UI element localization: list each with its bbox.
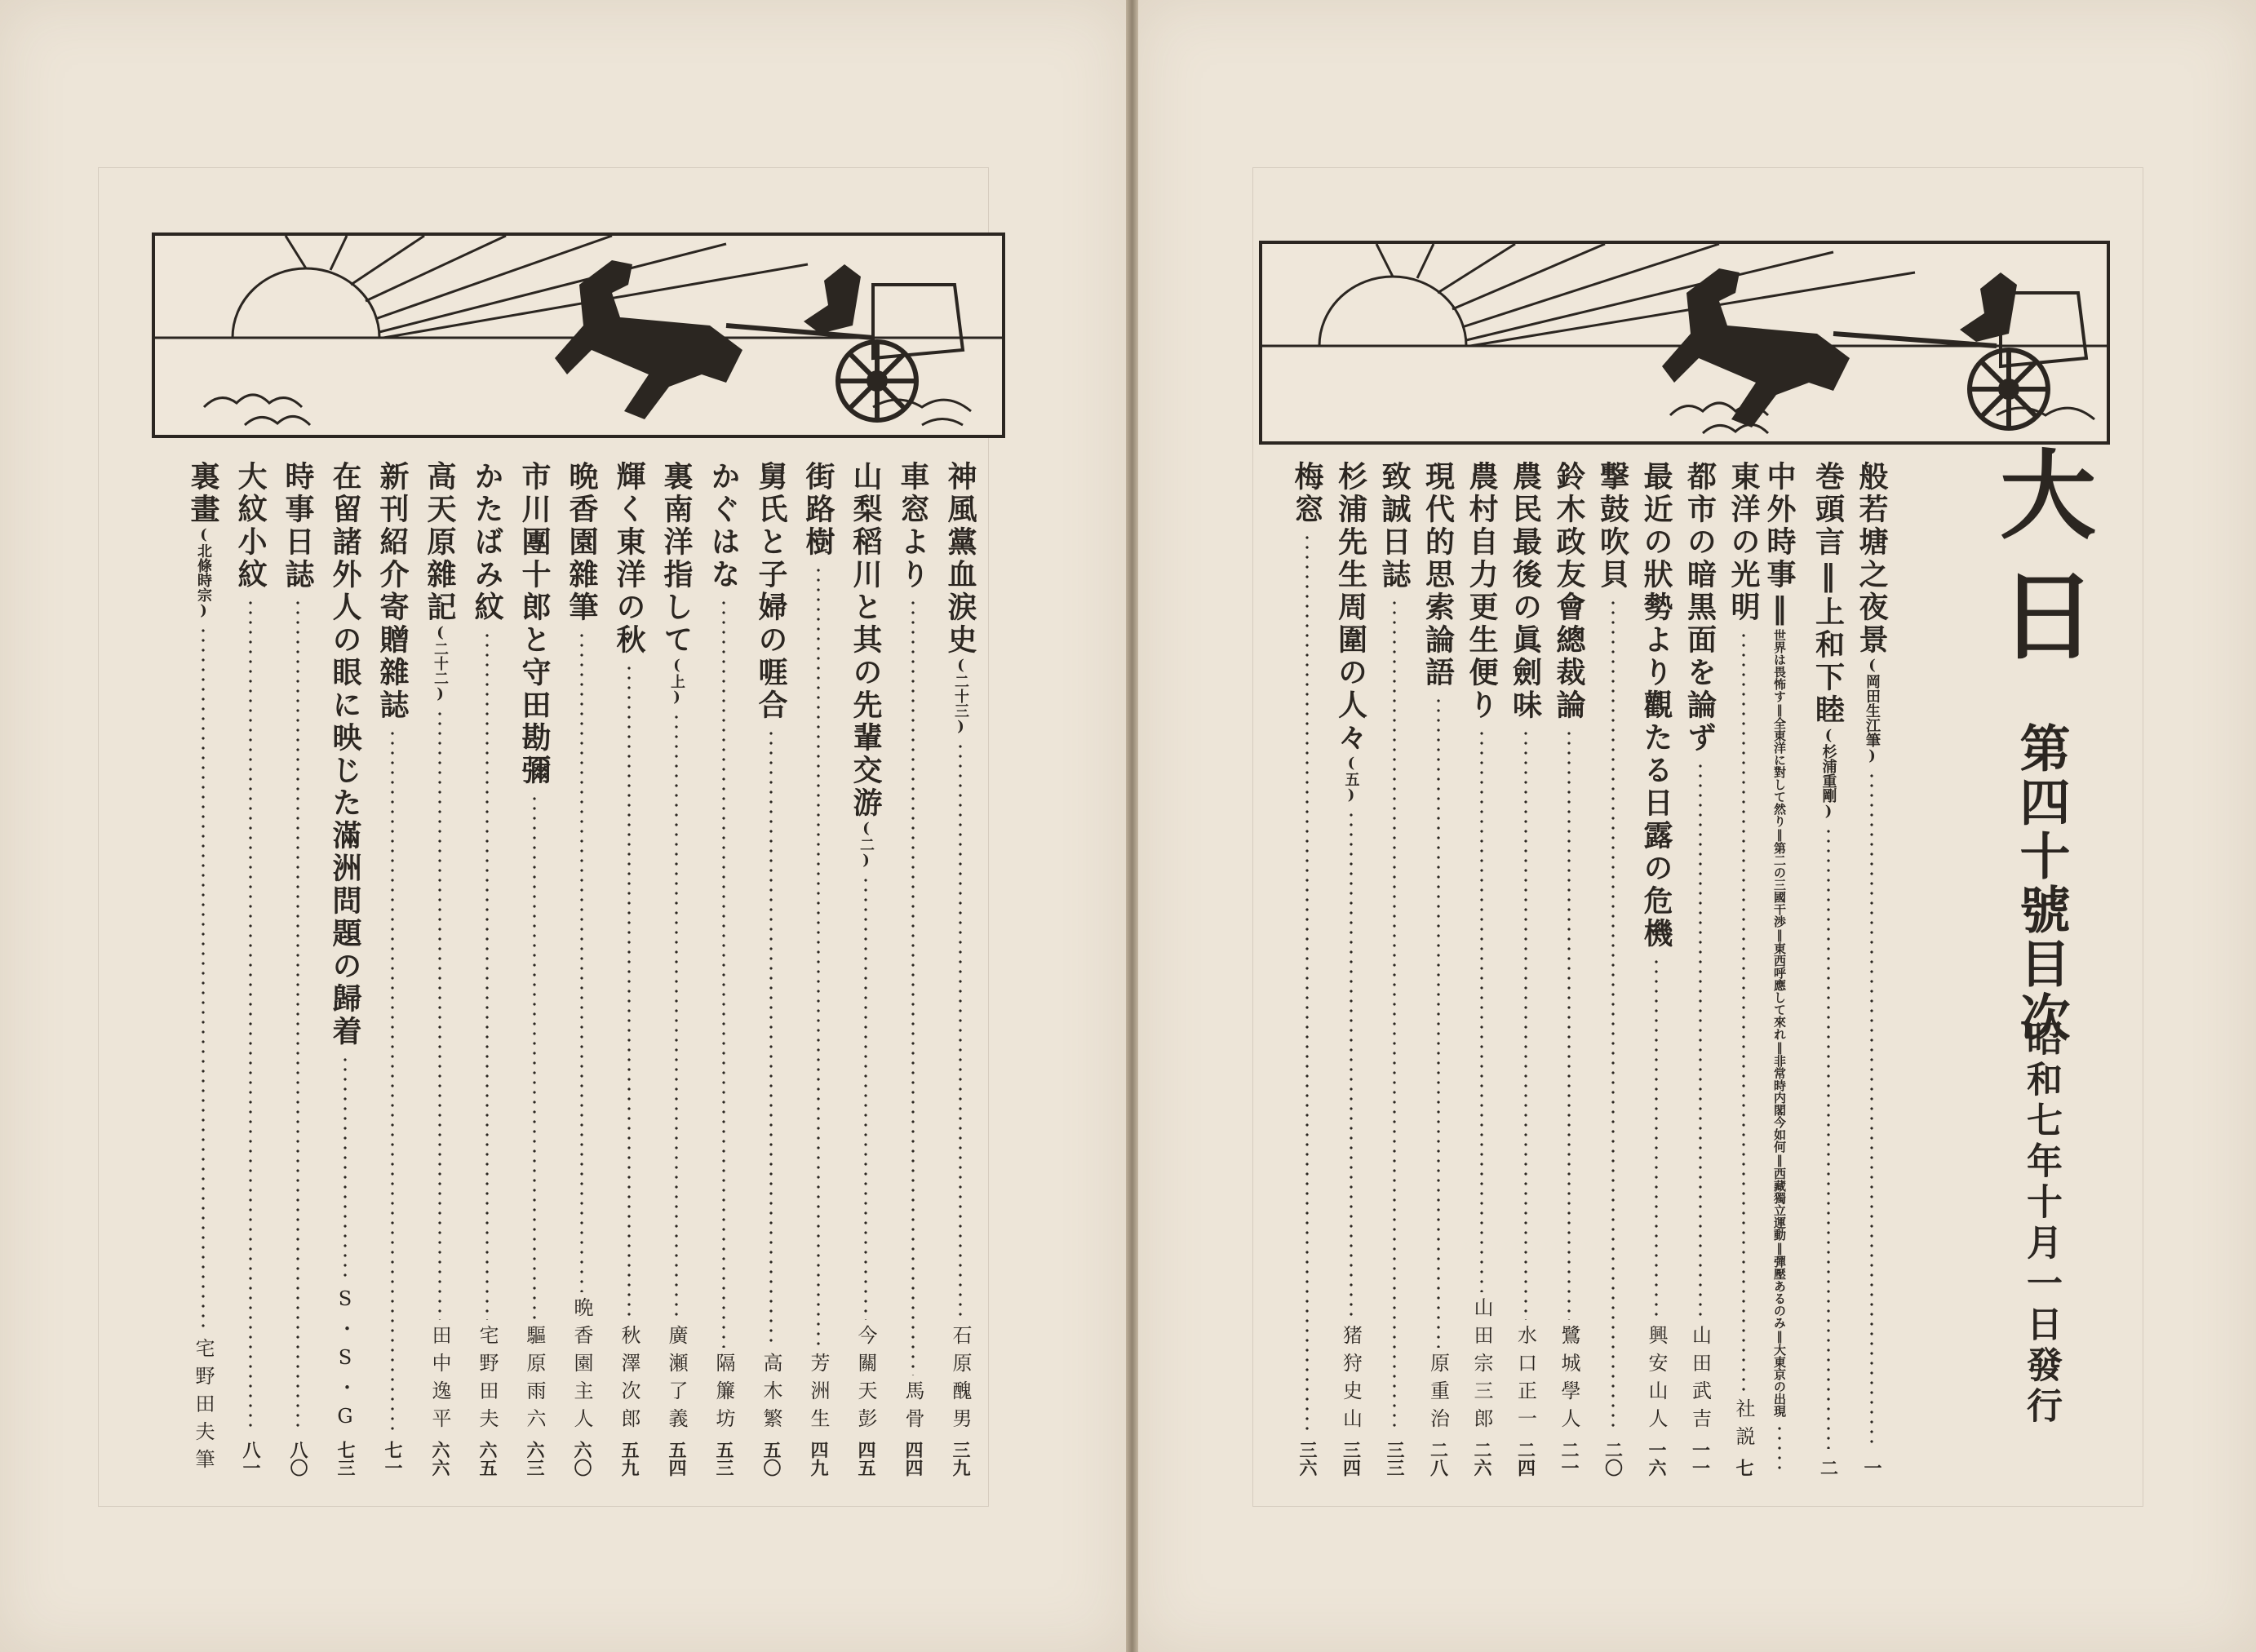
toc-entry [611, 461, 647, 1477]
dot-leader [249, 598, 252, 1431]
toc-title: 時事日誌 [281, 461, 315, 591]
toc-title: 都市の暗黒面を論ず [1682, 461, 1717, 755]
toc-page-number: 四四 [902, 1441, 924, 1477]
toc-title-group [706, 461, 742, 591]
toc-author: 社説 [1732, 1398, 1755, 1454]
toc-title: かぐはな [707, 461, 741, 591]
toc-title: 梅窓 [1290, 461, 1324, 526]
toc-entry [516, 461, 552, 1477]
toc-author: 宅野田夫筆 [192, 1338, 215, 1477]
toc-entry [658, 461, 694, 1477]
dot-leader [959, 742, 962, 1320]
toc-entry [895, 461, 931, 1477]
toc-author: 高木繁 [760, 1353, 782, 1436]
toc-page-number: 一一 [1689, 1441, 1711, 1477]
toc-page-number: 七 [1733, 1459, 1754, 1477]
toc-page-number: 二八 [1427, 1441, 1449, 1477]
toc-author: 興安山人 [1645, 1325, 1668, 1436]
toc-page-number: 五四 [666, 1441, 687, 1477]
toc-subtitle: (二十三) [952, 657, 969, 735]
toc-title: 農民最後の眞劍味 [1508, 461, 1543, 722]
dot-leader [580, 631, 583, 1292]
toc-page-number: 三六 [1296, 1441, 1318, 1477]
toc-title-group [422, 461, 458, 702]
toc-author: 猪狩史山 [1339, 1325, 1363, 1436]
left-toc [0, 461, 2256, 1477]
chariot-banner-left [152, 233, 1005, 438]
toc-entry [469, 461, 505, 1477]
toc-entry [185, 461, 221, 1477]
toc-page-number: 二六 [1471, 1441, 1492, 1477]
toc-subtitle: (杉浦重剛) [1819, 727, 1837, 820]
toc-title: 大紋小紋 [233, 461, 268, 591]
toc-author: 石原醜男 [949, 1325, 972, 1436]
toc-page-number: 八一 [240, 1441, 261, 1477]
toc-title: 高天原雜記 [423, 461, 457, 624]
toc-title: 農村自力更生便り [1465, 461, 1499, 722]
toc-note: 世界は畏怖す‖全東洋に對して然り‖第二の三國干渉‖東西呼應して來れ‖非常時内閣今如何‖西藏獨立運動‖彈壓あるのみ‖大東京の出現 [1772, 629, 1787, 1417]
toc-entry [280, 461, 316, 1477]
toc-author: 廣瀬了義 [665, 1325, 688, 1436]
toc-page-number: 四九 [808, 1441, 829, 1477]
toc-author: 秋澤次郎 [618, 1325, 640, 1436]
toc-title: 杉浦先生周圍の人々 [1333, 461, 1368, 755]
toc-subtitle: (北條時宗) [195, 526, 212, 619]
toc-title: 輝く東洋の秋 [612, 461, 646, 657]
toc-page-number: 六五 [476, 1441, 498, 1477]
toc-title: 車窓より [896, 461, 930, 591]
toc-page-number: 一 [1861, 1459, 1882, 1477]
toc-title: 晩香園雜筆 [565, 461, 599, 624]
toc-title: かたばみ紋 [470, 461, 504, 624]
dot-leader [722, 598, 725, 1348]
toc-title: 致誠日誌 [1377, 461, 1412, 591]
toc-title: 現代的思索論語 [1421, 461, 1456, 689]
magazine-title: 大日 [1983, 445, 2097, 686]
toc-entry [753, 461, 789, 1477]
issue-date: 昭和七年十月一日發行 [2020, 1020, 2062, 1428]
dot-leader [864, 875, 867, 1320]
toc-title: 裏南洋指して [659, 461, 694, 657]
toc-subtitle: (二) [858, 820, 875, 869]
toc-title: 鈴木政友會總裁論 [1552, 461, 1586, 722]
toc-author: 水口正一 [1514, 1325, 1537, 1436]
dot-leader [391, 729, 394, 1431]
toc-page-number: 六〇 [571, 1441, 592, 1477]
toc-entry [327, 461, 363, 1477]
toc-page-number: 三四 [1340, 1441, 1362, 1477]
toc-author: 芳洲生 [807, 1353, 830, 1436]
toc-title-group [327, 461, 363, 1048]
toc-author: 宅野田夫 [476, 1325, 499, 1436]
toc-entry [848, 461, 884, 1477]
toc-page-number: 三九 [950, 1441, 971, 1477]
toc-page-number: 七一 [382, 1441, 403, 1477]
toc-page-number: 四五 [855, 1441, 876, 1477]
dot-leader [911, 598, 915, 1375]
toc-title: 巻頭言‖上和下睦 [1811, 461, 1846, 727]
toc-page-number: 七三 [335, 1441, 356, 1477]
toc-author: 鷺城學人 [1558, 1325, 1580, 1436]
toc-page-number: 一六 [1646, 1441, 1667, 1477]
toc-page-number: 二〇 [1602, 1441, 1624, 1477]
dot-leader [817, 565, 820, 1348]
toc-entry [942, 461, 978, 1477]
toc-page-number: 五三 [713, 1441, 734, 1477]
toc-subtitle: (岡田生江筆) [1864, 657, 1881, 764]
dot-leader [343, 1055, 347, 1282]
chariot-banner-right [1259, 241, 2110, 445]
toc-title: 撃鼓吹貝 [1595, 461, 1630, 591]
toc-title: 般若塘之夜景 [1855, 461, 1889, 657]
toc-title: 神風黨血涙史 [943, 461, 977, 657]
toc-entry [233, 461, 268, 1477]
toc-author: 晩香園主人 [570, 1297, 593, 1436]
dot-leader [485, 631, 489, 1320]
toc-author: 山田武吉 [1688, 1325, 1712, 1436]
toc-title-group [280, 461, 316, 591]
toc-author: 今關天彭 [854, 1325, 877, 1436]
toc-author: 馬骨 [902, 1380, 924, 1436]
toc-subtitle: (五) [1342, 755, 1360, 804]
toc-title: 舅氏と子婦の啀合 [754, 461, 788, 722]
toc-author: 驅原雨六 [523, 1325, 546, 1436]
toc-title-group [753, 461, 789, 722]
toc-title: 山梨稻川と其の先輩交游 [849, 461, 883, 820]
toc-title-group [800, 461, 836, 559]
toc-title-group [848, 461, 884, 869]
toc-title-group [942, 461, 978, 735]
dot-leader [438, 709, 441, 1320]
dot-leader [296, 598, 299, 1431]
toc-title-group [185, 461, 221, 619]
toc-page-number: 八〇 [287, 1441, 308, 1477]
toc-entry [706, 461, 742, 1477]
dot-leader [627, 663, 631, 1320]
toc-page-number: 六六 [429, 1441, 450, 1477]
toc-author: 原重治 [1426, 1353, 1450, 1436]
toc-entry [800, 461, 836, 1477]
toc-author: 山田宗三郎 [1470, 1297, 1493, 1436]
toc-entry [375, 461, 410, 1477]
dot-leader [769, 729, 773, 1348]
issue-heading: 第四十號目次 [2011, 722, 2071, 1045]
toc-subtitle: (二十二) [432, 624, 449, 702]
toc-title-group [658, 461, 694, 706]
toc-entry [564, 461, 600, 1477]
toc-author: 隔簾坊 [712, 1353, 735, 1436]
toc-title-group [611, 461, 647, 657]
toc-page-number: 二一 [1558, 1441, 1580, 1477]
toc-page-number: 二 [1817, 1459, 1839, 1477]
toc-page-number: 二四 [1514, 1441, 1536, 1477]
toc-title: 東洋の光明 [1726, 461, 1761, 624]
dot-leader [533, 794, 536, 1320]
toc-title: 市川團十郎と守田勘彌 [517, 461, 552, 787]
toc-page-number: 五〇 [760, 1441, 782, 1477]
toc-entry [422, 461, 458, 1477]
toc-subtitle: (上) [668, 657, 685, 706]
dot-leader [675, 712, 678, 1320]
toc-title-group [516, 461, 552, 787]
toc-title: 街路樹 [801, 461, 835, 559]
dot-leader [202, 626, 205, 1333]
toc-title: 最近の狀勢より觀たる日露の危機 [1639, 461, 1673, 950]
toc-title: 新刊紹介寄贈雜誌 [375, 461, 410, 722]
toc-title-group [469, 461, 505, 624]
toc-title-group [564, 461, 600, 624]
toc-page-number: 五九 [618, 1441, 640, 1477]
toc-title: 裏畫 [186, 461, 220, 526]
toc-page-number: 六三 [524, 1441, 545, 1477]
toc-title-group [233, 461, 268, 591]
toc-title: 在留諸外人の眼に映じた滿洲問題の歸着 [328, 461, 362, 1048]
toc-title: 中外時事‖ [1762, 461, 1797, 629]
toc-title-group [895, 461, 931, 591]
toc-page-number: 三三 [1384, 1441, 1405, 1477]
toc-author: S・S・G [334, 1287, 357, 1436]
toc-title-group [375, 461, 410, 722]
toc-author: 田中逸平 [428, 1325, 451, 1436]
